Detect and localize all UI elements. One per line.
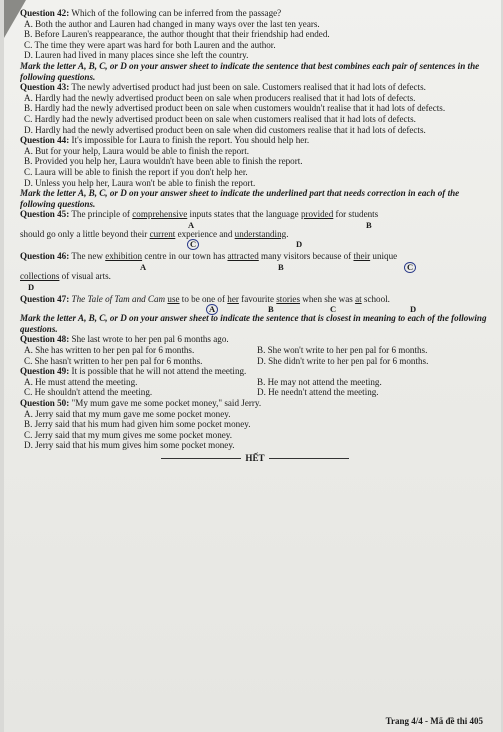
q42	[20, 8, 490, 19]
q50-option-b: B. Jerry said that his mum had given him some pocket money.	[24, 419, 251, 430]
q47-text-4: school.	[361, 293, 390, 304]
q46-text-5: of visual arts.	[59, 271, 111, 282]
q46-mark-d: D	[28, 281, 35, 292]
q43-title: Question 43:	[20, 82, 70, 93]
q47-mark-d: D	[410, 304, 417, 315]
page-footer: Trang 4/4 - Mã đề thi 405	[385, 716, 483, 726]
q47-italic-title: The Tale of Tam and Cam	[71, 293, 166, 304]
q45-part-a: comprehensive	[132, 209, 188, 220]
q45-part-d: understanding	[234, 228, 287, 239]
q50-option-a: A. Jerry said that my mum gave me some pocket money.	[24, 408, 231, 419]
q44-title: Question 44:	[20, 135, 70, 146]
q42-title: Question 42:	[20, 8, 70, 18]
q44	[20, 135, 490, 146]
q42-option-a: A. Both the author and Lauren had changed in many ways over the last ten years.	[24, 18, 320, 29]
q46-mark-c-circled: C	[404, 262, 416, 273]
q45-text-4: should go only a little beyond their	[20, 228, 150, 239]
q49-text: It is possible that he will not attend the meeting.	[71, 366, 247, 377]
q45-text-1: The principle of	[71, 209, 133, 220]
q46-marks-1	[20, 262, 490, 271]
q46-text-1: The new	[71, 251, 106, 262]
q46-title: Question 46:	[20, 251, 70, 262]
q45-text-2: inputs states that the language	[187, 209, 301, 220]
q43-option-a: A. Hardly had the newly advertised product been on sale when producers realised that it had lots of defects.	[24, 92, 416, 103]
q44-option-a: A. But for your help, Laura would be able to finish the report.	[24, 145, 250, 156]
q46-part-a: exhibition	[105, 251, 143, 262]
q45-part-b: provided	[300, 209, 334, 220]
q45-marks-1	[20, 220, 490, 229]
q46-marks-2	[20, 282, 490, 291]
q47-text-2: favourite	[238, 293, 277, 304]
q47-mark-c: C	[330, 304, 337, 315]
q50-text: "My mum gave me some pocket money," said Jerry.	[71, 398, 262, 408]
q49-option-a: A. He must attend the meeting.	[24, 376, 138, 387]
q48-option-a: A. She has written to her pen pal for 6 months.	[24, 345, 195, 356]
q46-text-3: many visitors because of	[258, 251, 354, 262]
q45-title: Question 45:	[20, 209, 70, 220]
q44-option-b: B. Provided you help her, Laura wouldn't have been able to finish the report.	[24, 156, 303, 167]
q47-line	[20, 294, 490, 305]
end-dash-right	[269, 458, 349, 459]
q45-mark-d: D	[296, 239, 303, 250]
q45-line1	[20, 209, 490, 220]
end-text: HẾT	[245, 452, 265, 463]
q45-mark-a: A	[188, 219, 195, 230]
q50-option-c: C. Jerry said that my mum gives me some pocket money.	[24, 429, 233, 440]
q49-options-row-2	[20, 387, 490, 398]
q48-options-row-2	[20, 356, 490, 367]
q49	[20, 366, 490, 377]
q45-part-c: current	[149, 228, 176, 239]
q45-line2	[20, 229, 490, 240]
q42-option-b: B. Before Lauren's reappearance, the author thought that their friendship had ended.	[24, 29, 330, 40]
instruction-combine: Mark the letter A, B, C, or D on your answer sheet to indicate the sentence that best combines each pair of sentences in the following questions.	[20, 60, 480, 82]
q50-option-d: D. Jerry said that his mum gives him some pocket money.	[24, 440, 235, 451]
q46-part-b: attracted	[227, 251, 259, 262]
q47-part-d: at	[355, 293, 362, 304]
q46-part-d: collections	[20, 271, 60, 282]
q43	[20, 82, 490, 93]
q50-title: Question 50:	[20, 398, 70, 408]
q47-title: Question 47:	[20, 293, 70, 304]
q47-marks	[20, 304, 490, 313]
q46-mark-a: A	[140, 262, 147, 273]
instruction-meaning: Mark the letter A, B, C, or D on your answer sheet to indicate the sentence that is closest in meaning to each of the following questions.	[20, 313, 487, 334]
q49-title: Question 49:	[20, 366, 70, 377]
q43-text: The newly advertised product had just been on sale. Customers realised that it had lots of defects.	[71, 82, 426, 93]
q44-option-d: D. Unless you help her, Laura won't be able to finish the report.	[24, 177, 256, 188]
q49-option-c: C. He shouldn't attend the meeting.	[24, 387, 153, 398]
q45-mark-b: B	[366, 219, 372, 230]
q48-option-c: C. She hasn't written to her pen pal for 6 months.	[24, 355, 203, 366]
q48-option-d: D. She didn't write to her pen pal for 6 months.	[257, 355, 429, 366]
q48-text: She last wrote to her pen pal 6 months ago.	[71, 334, 229, 345]
q47-text-1: to be one of	[179, 293, 228, 304]
q42-option-c: C. The time they were apart was hard for both Lauren and the author.	[24, 39, 276, 50]
q48	[20, 334, 490, 345]
q43-option-d: D. Hardly had the newly advertised product been on sale when did customers realise that it had lots of defects.	[24, 124, 426, 135]
q46-text-4: unique	[370, 251, 398, 262]
q46-text-2: centre in our town has	[142, 251, 228, 262]
q48-option-b: B. She won't write to her pen pal for 6 months.	[257, 345, 428, 356]
exam-content	[20, 8, 490, 464]
q49-option-b: B. He may not attend the meeting.	[257, 376, 382, 387]
q49-option-d: D. He needn't attend the meeting.	[257, 387, 379, 398]
q46-mark-b: B	[278, 262, 284, 273]
q47-part-c: stories	[276, 293, 301, 304]
q46-line2	[20, 271, 490, 282]
q46-line1	[20, 251, 490, 262]
q46-part-c: their	[353, 251, 371, 262]
q42-option-d: D. Lauren had lived in many places since she left the country.	[24, 50, 249, 61]
q45-text-5: experience and	[175, 228, 235, 239]
q45-marks-2	[20, 239, 490, 248]
q50	[20, 398, 490, 409]
q47-mark-b: B	[268, 304, 274, 315]
q49-options-row-1	[20, 377, 490, 388]
instruction-correction: Mark the letter A, B, C, or D on your answer sheet to indicate the underlined part that needs correction in each of the following questions.	[20, 188, 460, 209]
q45-text-6: .	[286, 228, 289, 239]
end-dash-left	[161, 458, 241, 459]
exam-page	[4, 0, 501, 732]
q43-option-c: C. Hardly had the newly advertised product been on sale when customers realised that it had lots of defects.	[24, 113, 416, 124]
q43-option-b: B. Hardly had the newly advertised product been on sale when customers wouldn't realise that it had lots of defects.	[24, 103, 446, 114]
q47-part-a: use	[167, 293, 180, 304]
q47-part-b: her	[227, 293, 239, 304]
q48-options-row-1	[20, 345, 490, 356]
q45-text-3: for students	[333, 209, 379, 220]
q48-title: Question 48:	[20, 334, 70, 345]
q47-mark-a-circled: A	[206, 304, 218, 315]
q42-text: Which of the following can be inferred from the passage?	[71, 8, 282, 18]
q45-mark-c-circled: C	[187, 239, 199, 250]
q44-option-c: C. Laura will be able to finish the report if you don't help her.	[24, 166, 248, 177]
q44-text: It's impossible for Laura to finish the report. You should help her.	[71, 135, 310, 146]
q47-text-3: when she was	[300, 293, 356, 304]
end-marker	[20, 453, 490, 464]
